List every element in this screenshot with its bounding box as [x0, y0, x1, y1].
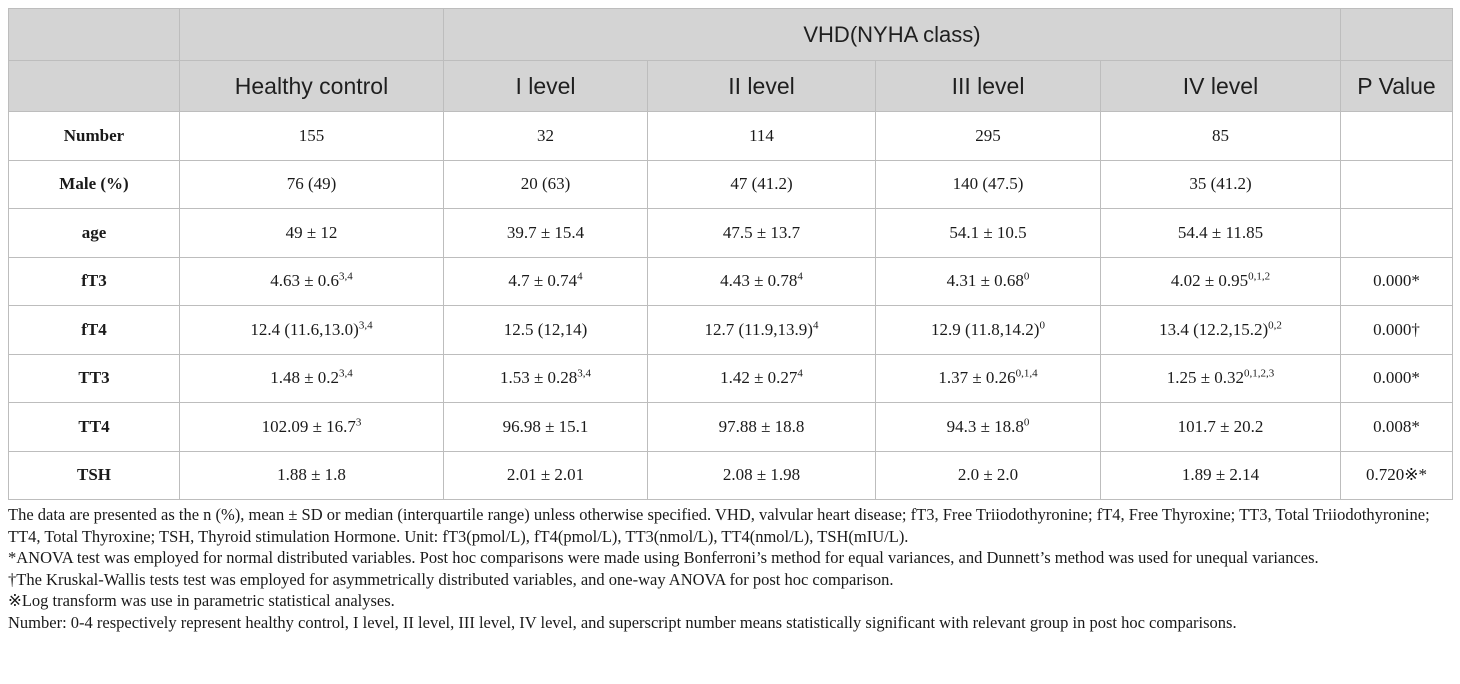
table-cell: [1101, 257, 1341, 306]
cell-value: 47 (41.2): [730, 174, 793, 194]
table-row: [9, 209, 1453, 258]
table-cell: [648, 306, 876, 355]
table-cell: [1341, 403, 1453, 452]
column-header: III level: [876, 61, 1101, 112]
significance-superscript: 3: [355, 416, 362, 429]
table-cell: [1341, 112, 1453, 161]
table-row: [9, 354, 1453, 403]
significance-superscript: 0: [1023, 270, 1030, 283]
table-cell: [180, 160, 444, 209]
document: [8, 8, 1452, 633]
table-cell: [180, 354, 444, 403]
cell-value: 1.25 ± 0.32: [1166, 368, 1245, 388]
column-header-row: [9, 61, 1453, 112]
cell-value: 102.09 ± 16.7: [261, 416, 356, 436]
table-cell: [1101, 403, 1341, 452]
table-cell: [648, 354, 876, 403]
cell-value: 114: [749, 125, 774, 145]
cell-value: 4.63 ± 0.6: [270, 271, 340, 291]
table-footnotes: [8, 504, 1452, 633]
cell-value: 1.37 ± 0.26: [938, 368, 1016, 388]
cell-value: 4.7 ± 0.74: [508, 271, 578, 291]
cell-value: 12.4 (11.6,13.0): [250, 319, 359, 339]
cell-value: 12.9 (11.8,14.2): [931, 319, 1040, 339]
column-header: II level: [648, 61, 876, 112]
corner-cell: [9, 9, 180, 61]
table-cell: [1341, 257, 1453, 306]
cell-value: 2.01 ± 2.01: [506, 465, 585, 485]
table-cell: [876, 160, 1101, 209]
table-cell: [444, 112, 648, 161]
table-cell: [648, 451, 876, 500]
column-header: IV level: [1101, 61, 1341, 112]
table-cell: [648, 209, 876, 258]
footnote: ※Log transform was use in parametric statistical analyses.: [8, 591, 395, 610]
row-label: fT4: [9, 306, 180, 355]
table-cell: [444, 354, 648, 403]
cell-value: 295: [975, 125, 1001, 145]
footnote: *ANOVA test was employed for normal distributed variables. Post hoc comparisons were made using Bonferroni’s method for equal variances, and Dunnett’s method was used for unequal variances.: [8, 548, 1319, 567]
table-cell: [180, 451, 444, 500]
cell-value: 4.43 ± 0.78: [720, 271, 798, 291]
significance-superscript: 3,4: [358, 319, 373, 332]
cell-value: 32: [537, 125, 554, 145]
table-cell: [444, 209, 648, 258]
cell-value: 54.1 ± 10.5: [949, 222, 1027, 242]
cell-value: 0.000*: [1373, 271, 1420, 291]
cell-value: 0.000*: [1373, 368, 1420, 388]
cell-value: 2.08 ± 1.98: [722, 465, 801, 485]
table-cell: [1101, 112, 1341, 161]
table-cell: [180, 209, 444, 258]
table-cell: [648, 160, 876, 209]
table-cell: [180, 112, 444, 161]
cell-value: 47.5 ± 13.7: [722, 222, 801, 242]
cell-value: 4.02 ± 0.95: [1170, 271, 1249, 291]
cell-value: 101.7 ± 20.2: [1177, 416, 1264, 436]
footnote: Number: 0-4 respectively represent healthy control, I level, II level, III level, IV level, and superscript number means statistically significant with relevant group in post hoc comparisons.: [8, 612, 1237, 632]
significance-superscript: 3,4: [339, 270, 353, 283]
table-cell: [1341, 354, 1453, 403]
row-label: age: [9, 209, 180, 258]
cell-value: 140 (47.5): [952, 174, 1024, 194]
table-cell: [1101, 451, 1341, 500]
significance-superscript: 0,1,4: [1015, 367, 1038, 380]
column-header: Healthy control: [180, 61, 444, 112]
table-cell: [1341, 306, 1453, 355]
cell-value: 1.48 ± 0.2: [270, 368, 340, 388]
row-label: TT3: [9, 354, 180, 403]
table-cell: [876, 306, 1101, 355]
table-cell: [444, 403, 648, 452]
cell-value: 4.31 ± 0.68: [946, 271, 1024, 291]
table-cell: [876, 209, 1101, 258]
cell-value: 76 (49): [286, 174, 337, 194]
table-row: [9, 160, 1453, 209]
thyroid-hormone-table: [8, 8, 1453, 500]
table-cell: [876, 112, 1101, 161]
cell-value: 1.88 ± 1.8: [277, 465, 346, 485]
cell-value: 1.53 ± 0.28: [499, 368, 578, 388]
table-cell: [180, 257, 444, 306]
row-label: Number: [9, 112, 180, 161]
table-body: [9, 112, 1453, 500]
group-header-row: [9, 9, 1453, 61]
table-row: [9, 257, 1453, 306]
table-cell: [1101, 354, 1341, 403]
significance-superscript: 3,4: [577, 367, 592, 380]
table-row: [9, 451, 1453, 500]
column-header: I level: [444, 61, 648, 112]
significance-superscript: 4: [797, 367, 803, 380]
cell-value: 0.000†: [1373, 319, 1420, 339]
group-header: VHD(NYHA class): [444, 9, 1341, 61]
table-cell: [444, 306, 648, 355]
significance-superscript: 0: [1023, 416, 1030, 429]
cell-value: 94.3 ± 18.8: [946, 416, 1024, 436]
cell-value: 1.42 ± 0.27: [720, 368, 798, 388]
cell-value: 12.7 (11.9,13.9): [704, 319, 813, 339]
corner-cell: [9, 61, 180, 112]
table-cell: [1341, 160, 1453, 209]
footnote: †The Kruskal-Wallis tests test was employed for asymmetrically distributed variables, and one-way ANOVA for post hoc comparison.: [8, 569, 894, 589]
row-label: Male (%): [9, 160, 180, 209]
cell-value: 54.4 ± 11.85: [1177, 222, 1264, 242]
cell-value: 155: [298, 125, 325, 145]
table-cell: [1101, 306, 1341, 355]
table-cell: [876, 354, 1101, 403]
table-cell: [444, 451, 648, 500]
table-cell: [1341, 209, 1453, 258]
table-cell: [180, 403, 444, 452]
table-cell: [648, 257, 876, 306]
table-cell: [648, 112, 876, 161]
significance-superscript: 3,4: [339, 367, 353, 380]
significance-superscript: 0: [1039, 319, 1045, 332]
table-row: [9, 112, 1453, 161]
cell-value: 2.0 ± 2.0: [957, 465, 1019, 485]
table-cell: [1341, 451, 1453, 500]
cell-value: 0.008*: [1373, 416, 1420, 436]
significance-superscript: 4: [577, 270, 583, 283]
cell-value: 12.5 (12,14): [503, 319, 588, 339]
row-label: TT4: [9, 403, 180, 452]
cell-value: 97.88 ± 18.8: [718, 416, 805, 436]
cell-value: 49 ± 12: [285, 222, 338, 242]
table-cell: [876, 451, 1101, 500]
significance-superscript: 4: [812, 319, 819, 332]
cell-value: 39.7 ± 15.4: [506, 222, 585, 242]
significance-superscript: 4: [797, 270, 803, 283]
table-cell: [876, 257, 1101, 306]
significance-superscript: 0,1,2: [1248, 270, 1271, 283]
significance-superscript: 0,2: [1268, 319, 1282, 332]
table-cell: [444, 160, 648, 209]
cell-value: 20 (63): [520, 174, 571, 194]
table-cell: [876, 403, 1101, 452]
spacer-header-cell: [1341, 9, 1453, 61]
cell-value: 96.98 ± 15.1: [502, 416, 589, 436]
row-label: TSH: [9, 451, 180, 500]
cell-value: 85: [1212, 125, 1229, 145]
cell-value: 0.720※*: [1366, 465, 1427, 485]
spacer-header-cell: [180, 9, 444, 61]
table-cell: [1101, 209, 1341, 258]
table-cell: [444, 257, 648, 306]
row-label: fT3: [9, 257, 180, 306]
table-row: [9, 403, 1453, 452]
footnote: The data are presented as the n (%), mean ± SD or median (interquartile range) unless otherwise specified. VHD, valvular heart disease; fT3, Free Triiodothyronine; fT4, Free Thyroxine; TT3, Total Triiodothyronine; TT4, Total Thyroxine; TSH, Thyroid stimulation Hormone. Unit: fT3(pmol/L), fT4(pmol/L), TT3(nmol/L), TT4(nmol/L), TSH(mIU/L).: [8, 505, 1430, 546]
cell-value: 35 (41.2): [1189, 174, 1252, 194]
table-row: [9, 306, 1453, 355]
column-header: P Value: [1341, 61, 1453, 112]
cell-value: 1.89 ± 2.14: [1181, 465, 1260, 485]
cell-value: 13.4 (12.2,15.2): [1159, 319, 1269, 339]
significance-superscript: 0,1,2,3: [1244, 367, 1275, 380]
table-cell: [648, 403, 876, 452]
table-cell: [1101, 160, 1341, 209]
table-cell: [180, 306, 444, 355]
